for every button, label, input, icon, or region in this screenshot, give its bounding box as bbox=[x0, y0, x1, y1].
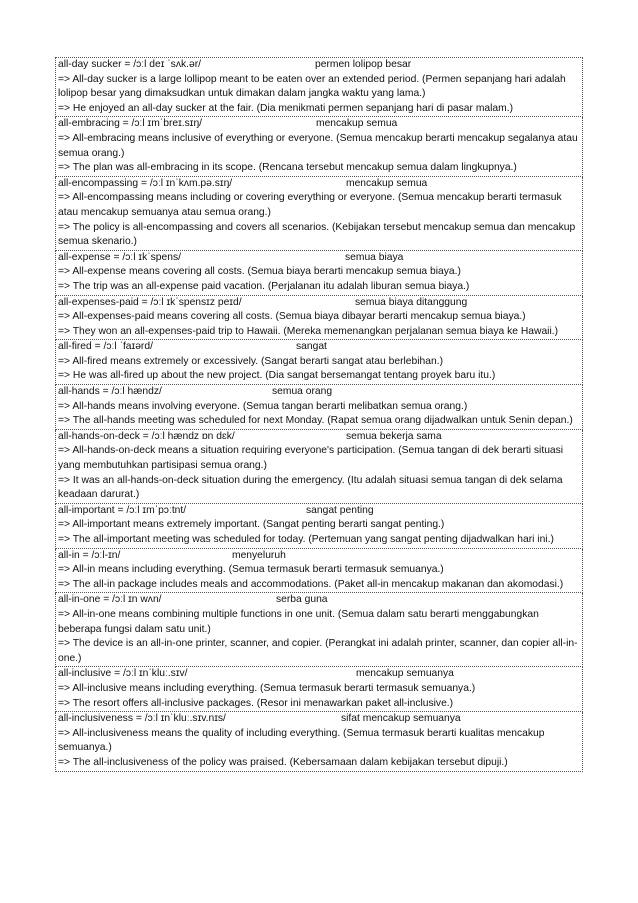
definition: => All-expenses-paid means covering all costs. (Semua biaya dibayar berarti mencakup semua biaya.) bbox=[58, 311, 526, 323]
term-pronunciation: all-encompassing = /ɔːl ɪnˈkʌm.pə.sɪŋ/ bbox=[58, 177, 233, 189]
entry-header bbox=[58, 667, 581, 682]
vocab-entry bbox=[55, 667, 583, 712]
example: => The all-hands meeting was scheduled for next Monday. (Rapat semua orang dijadwalkan untuk Senin depan.) bbox=[58, 415, 573, 427]
translation: semua bekerja sama bbox=[346, 430, 442, 442]
vocab-entry bbox=[55, 385, 583, 430]
entry-header bbox=[58, 712, 581, 727]
translation: semua orang bbox=[272, 386, 333, 398]
example: => He was all-fired up about the new project. (Dia sangat bersemangat tentang proyek baru itu.) bbox=[58, 370, 496, 382]
example: => The trip was an all-expense paid vacation. (Perjalanan itu adalah liburan semua biaya.) bbox=[58, 280, 470, 292]
definition: => All-hands means involving everyone. (Semua tangan berarti melibatkan semua orang.) bbox=[58, 400, 468, 412]
entry-header bbox=[58, 340, 581, 355]
term-pronunciation: all-expenses-paid = /ɔːl ɪkˈspensɪz peɪd/ bbox=[58, 296, 242, 308]
definition: => All-hands-on-deck means a situation requiring everyone's participation. (Semua tangan di dek berarti situasi yang membutuhkan partisipasi semua orang.) bbox=[58, 445, 564, 472]
entry-header bbox=[58, 549, 581, 564]
definition: => All-day sucker is a large lollipop meant to be eaten over an extended period. (Permen sepanjang hari adalah lolipop besar yang dimaksudkan untuk dimakan dalam jangka waktu yang lama.) bbox=[58, 73, 566, 100]
entry-header bbox=[58, 251, 581, 266]
vocab-entry bbox=[55, 549, 583, 594]
entry-header bbox=[58, 58, 581, 73]
definition: => All-important means extremely important. (Sangat penting berarti sangat penting.) bbox=[58, 519, 445, 531]
term-pronunciation: all-in-one = /ɔːl ɪn wʌn/ bbox=[58, 594, 162, 606]
translation: mencakup semua bbox=[316, 118, 398, 130]
entry-header bbox=[58, 296, 581, 311]
vocab-entry bbox=[55, 117, 583, 176]
translation: mencakup semua bbox=[346, 177, 428, 189]
example: => The resort offers all-inclusive packages. (Resor ini menawarkan paket all-inclusive.) bbox=[58, 697, 454, 709]
translation: serba guna bbox=[276, 594, 328, 606]
example: => He enjoyed an all-day sucker at the fair. (Dia menikmati permen sepanjang hari di pasar malam.) bbox=[58, 102, 514, 114]
vocab-entry bbox=[55, 430, 583, 504]
term-pronunciation: all-day sucker = /ɔːl deɪ ˈsʌk.ər/ bbox=[58, 59, 202, 70]
definition: => All-embracing means inclusive of everything or everyone. (Semua mencakup berarti mencakup segalanya atau semua orang.) bbox=[58, 132, 578, 159]
definition: => All-encompassing means including or covering everything or everyone. (Semua mencakup berarti termasuk atau mencakup semuanya atau semua orang.) bbox=[58, 192, 562, 218]
vocab-entry bbox=[55, 712, 583, 771]
example: => The device is an all-in-one printer, scanner, and copier. (Perangkat ini adalah printer, scanner, dan copier all-in-one.) bbox=[58, 638, 578, 664]
term-pronunciation: all-hands-on-deck = /ɔːl hændz ɒn dɛk/ bbox=[58, 430, 235, 442]
example: => The all-inclusiveness of the policy was praised. (Kebersamaan dalam kebijakan tersebut dipuji.) bbox=[58, 756, 508, 768]
entry-header bbox=[58, 593, 581, 608]
vocab-entry bbox=[55, 177, 583, 251]
vocab-entry bbox=[55, 296, 583, 341]
translation: semua biaya bbox=[345, 251, 404, 263]
entry-header bbox=[58, 177, 581, 192]
term-pronunciation: all-fired = /ɔːl ˈfaɪərd/ bbox=[58, 341, 153, 353]
vocab-entry bbox=[55, 251, 583, 296]
entry-header bbox=[58, 385, 581, 400]
vocabulary-list bbox=[55, 57, 583, 772]
example: => The all-important meeting was scheduled for today. (Pertemuan yang sangat penting dijadwalkan hari ini.) bbox=[58, 534, 554, 545]
definition: => All-expense means covering all costs. (Semua biaya berarti mencakup semua biaya.) bbox=[58, 266, 461, 278]
translation: sangat penting bbox=[306, 504, 374, 516]
term-pronunciation: all-inclusive = /ɔːl ɪnˈkluː.sɪv/ bbox=[58, 668, 188, 680]
translation: sifat mencakup semuanya bbox=[341, 713, 461, 725]
definition: => All-inclusive means including everything. (Semua termasuk berarti termasuk semuanya.) bbox=[58, 682, 476, 694]
example: => The plan was all-embracing in its scope. (Rencana tersebut mencakup semua dalam lingkupnya.) bbox=[58, 162, 517, 174]
translation: menyeluruh bbox=[232, 549, 286, 561]
term-pronunciation: all-important = /ɔːl ɪmˈpɔːtnt/ bbox=[58, 504, 187, 516]
translation: mencakup semuanya bbox=[356, 668, 454, 680]
definition: => All-fired means extremely or excessively. (Sangat berarti sangat atau berlebihan.) bbox=[58, 355, 443, 367]
vocab-entry bbox=[55, 504, 583, 549]
example: => It was an all-hands-on-deck situation during the emergency. (Itu adalah situasi semua tangan di dek selama keadaan darurat.) bbox=[58, 474, 563, 501]
vocab-entry bbox=[55, 58, 583, 117]
definition: => All-in-one means combining multiple functions in one unit. (Semua dalam satu berarti menggabungkan beberapa fungsi dalam satu unit.) bbox=[58, 608, 539, 635]
term-pronunciation: all-expense = /ɔːl ɪkˈspens/ bbox=[58, 251, 181, 263]
translation: semua biaya ditanggung bbox=[355, 296, 468, 308]
term-pronunciation: all-inclusiveness = /ɔːl ɪnˈkluː.sɪv.nɪs/ bbox=[58, 713, 226, 725]
vocab-entry bbox=[55, 340, 583, 385]
definition: => All-inclusiveness means the quality of including everything. (Semua termasuk berarti kualitas mencakup semuanya.) bbox=[58, 727, 545, 754]
entry-header bbox=[58, 430, 581, 445]
term-pronunciation: all-hands = /ɔːl hændz/ bbox=[58, 386, 162, 398]
vocab-entry bbox=[55, 593, 583, 667]
entry-header bbox=[58, 504, 581, 519]
example: => The policy is all-encompassing and covers all scenarios. (Kebijakan tersebut mencakup semua dan mencakup semua skenario.) bbox=[58, 221, 576, 248]
definition: => All-in means including everything. (Semua termasuk berarti termasuk semuanya.) bbox=[58, 564, 444, 576]
term-pronunciation: all-embracing = /ɔːl ɪmˈbreɪ.sɪŋ/ bbox=[58, 118, 203, 130]
term-pronunciation: all-in = /ɔːl-ɪn/ bbox=[58, 549, 121, 561]
example: => They won an all-expenses-paid trip to Hawaii. (Mereka memenangkan perjalanan semua biaya ke Hawaii.) bbox=[58, 325, 559, 337]
translation: sangat bbox=[296, 341, 327, 353]
entry-header bbox=[58, 117, 581, 132]
translation: permen lolipop besar bbox=[315, 59, 412, 70]
example: => The all-in package includes meals and accommodations. (Paket all-in mencakup makanan dan akomodasi.) bbox=[58, 578, 564, 590]
